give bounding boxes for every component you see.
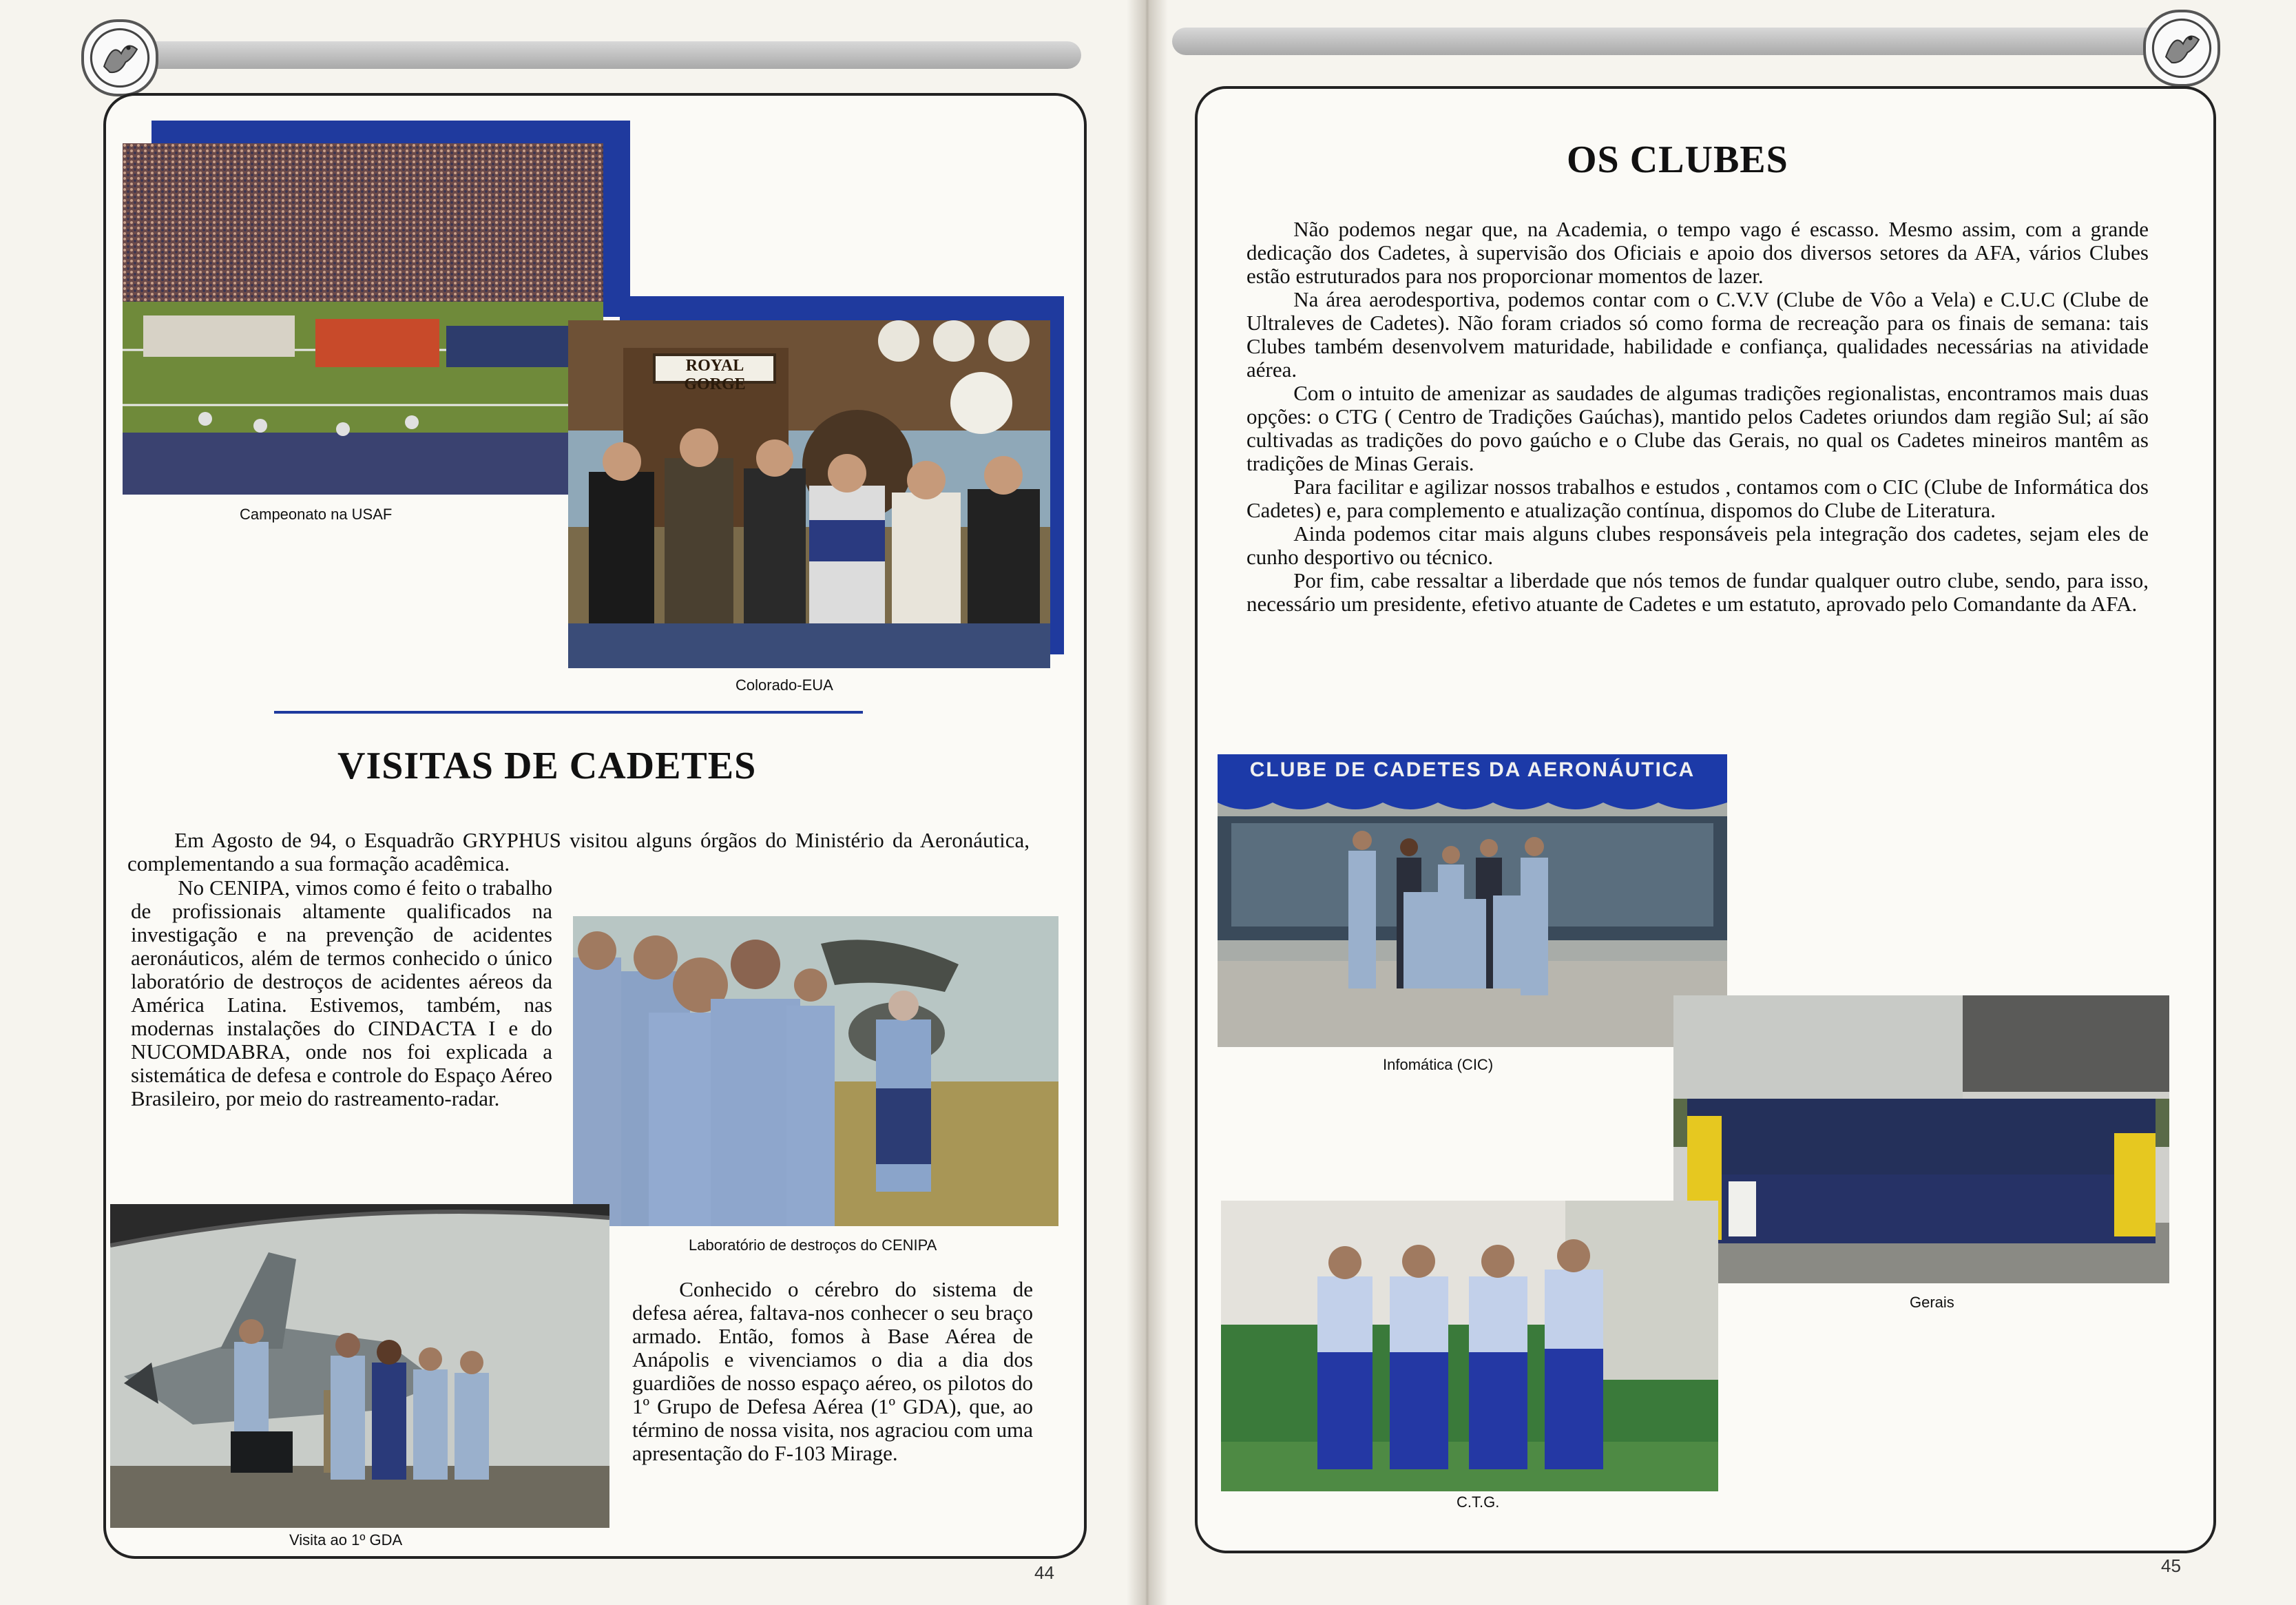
cenipa-caption: Laboratório de destroços do CENIPA xyxy=(689,1236,937,1254)
page-number-left: 44 xyxy=(1034,1562,1054,1583)
ctg-caption: C.T.G. xyxy=(1457,1493,1500,1511)
gda-mirage-photo xyxy=(110,1204,609,1528)
cenipa-paragraph: No CENIPA, vimos como é feito o trabalho de profissionais altamente qualificados na investigação e na prevenção de acidentes aeronáuticos, além de termos conhecido o único laboratório de destroços de acidentes aéreos da América Latina. Estivemos, também, nas modernas instalações do CINDACTA I e do NUCOMDABRA, onde nos foi explicada a sistemática de defesa e controle do Espaço Aéreo Brasileiro, por meio do rastreamento-radar. xyxy=(131,876,552,1110)
page-number-right: 45 xyxy=(2161,1555,2181,1576)
clubes-paragraph-5: Ainda podemos citar mais alguns clubes responsáveis pela integração dos cadetes, sejam eles de cunho desportivo ou técnico. xyxy=(1246,521,2149,569)
squadron-emblem-icon xyxy=(81,19,158,96)
visitas-intro xyxy=(127,829,1030,876)
left-page xyxy=(0,0,1143,1605)
gda-paragraph: Conhecido o cérebro do sistema de defesa aérea, faltava-nos conhecer o seu braço armado. Então, fomos à Base Aérea de Anápolis e vivenciamos o dia a dia dos guardiões de nosso espaço aéreo, os pilotos do 1º Grupo de Defesa Aérea (1º GDA), que, ao término de nossa visita, nos agraciou com uma apresentação do F-103 Mirage. xyxy=(632,1277,1033,1465)
usaf-stadium-photo xyxy=(123,143,603,495)
ctg-club-photo xyxy=(1221,1201,1718,1491)
book-spine xyxy=(1127,0,1168,1605)
gda-text-block xyxy=(632,1278,1033,1465)
cic-club-photo xyxy=(1218,754,1727,1047)
cenipa-text-block xyxy=(131,876,552,1110)
clubes-paragraph-2: Na área aerodesportiva, podemos contar com o C.V.V (Clube de Vôo a Vela) e C.U.C (Clube de Ultraleves de Cadetes). Não foram criados só como forma de recreação para os finais de semana: tais Clubes também desenvolvem maturidade, habilidade e confiança, qualidades necessárias na atividade aérea. xyxy=(1246,287,2149,382)
visitas-title: VISITAS DE CADETES xyxy=(337,745,757,787)
clubes-paragraph-4: Para facilitar e agilizar nossos trabalhos e estudos , contamos com o CIC (Clube de Informática dos Cadetes) e, para complemento e atualização contínua, dispomos do Clube de Literatura. xyxy=(1246,475,2149,522)
clubes-text-block xyxy=(1246,218,2149,616)
squadron-emblem-icon xyxy=(2143,10,2220,87)
gda-caption: Visita ao 1º GDA xyxy=(289,1531,403,1549)
gerais-caption: Gerais xyxy=(1910,1294,1954,1311)
colorado-group-photo xyxy=(568,320,1050,668)
section-divider xyxy=(274,711,863,714)
clubes-title: OS CLUBES xyxy=(1567,138,1788,181)
right-header-bar xyxy=(1172,28,2191,55)
cenipa-lab-photo xyxy=(573,916,1058,1226)
right-page xyxy=(1143,0,2296,1605)
colorado-caption: Colorado-EUA xyxy=(735,676,833,694)
clubes-paragraph-6: Por fim, cabe ressaltar a liberdade que nós temos de fundar qualquer outro clube, sendo, para isso, necessário um presidente, efetivo atuante de Cadetes e um estatuto, aprovado pelo Comandante da AFA. xyxy=(1246,568,2149,616)
usaf-caption: Campeonato na USAF xyxy=(240,506,393,523)
left-header-bar xyxy=(103,41,1081,69)
royal-gorge-sign: ROYAL GORGE xyxy=(684,357,746,393)
gerais-club-photo xyxy=(1673,995,2169,1283)
clubes-paragraph-3: Com o intuito de amenizar as saudades de algumas tradições regionalistas, encontramos mais duas opções: o CTG ( Centro de Tradições Gaúchas), mantido pelos Cadetes oriundos dam região Sul; aí são cultivadas as tradições do povo gaúcho e o Clube das Gerais, no qual os Cadetes mineiros mantêm as tradições de Minas Gerais. xyxy=(1246,381,2149,475)
cic-caption: Infomática (CIC) xyxy=(1383,1056,1494,1073)
clubes-paragraph-1: Não podemos negar que, na Academia, o tempo vago é escasso. Mesmo assim, com a grande dedicação dos Cadetes, à supervisão dos Oficiais e apoio dos diversos setores da AFA, vários Clubes estão estruturados para nos proporcionar momentos de lazer. xyxy=(1246,217,2149,288)
cadets-club-banner: CLUBE DE CADETES DA AERONÁUTICA xyxy=(1249,758,1695,781)
intro-paragraph: Em Agosto de 94, o Esquadrão GRYPHUS visitou alguns órgãos do Ministério da Aeronáutica, complementando a sua formação acadêmica. xyxy=(127,828,1030,876)
